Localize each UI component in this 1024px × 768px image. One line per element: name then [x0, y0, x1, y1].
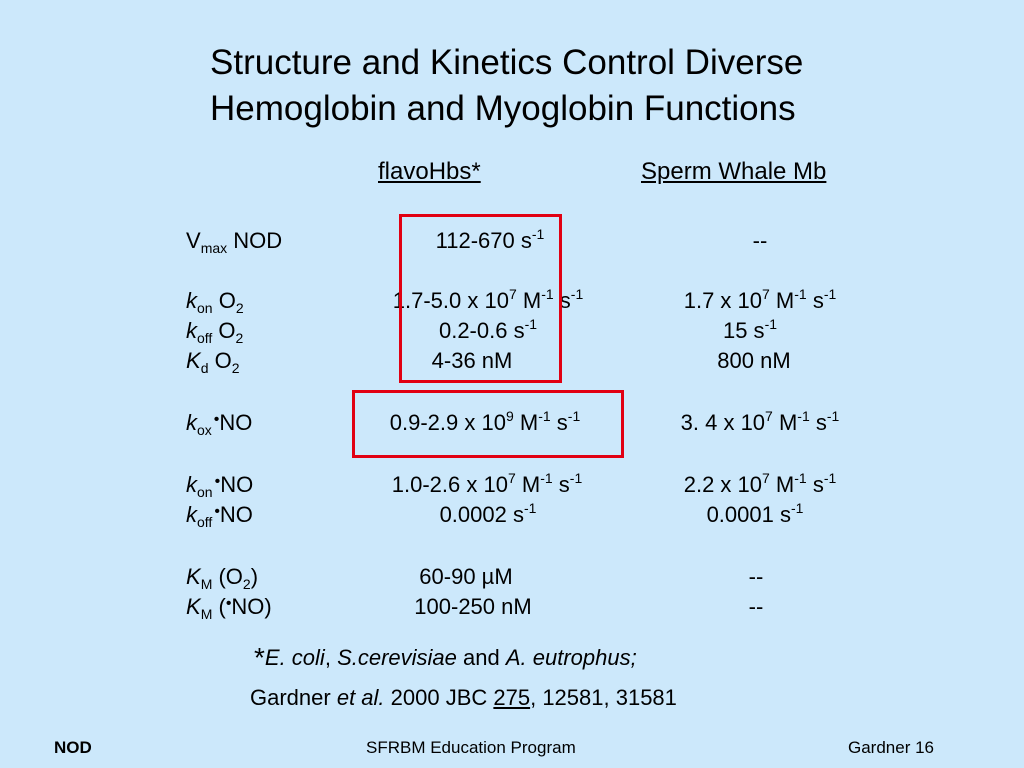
flavohbs-value: 1.0-2.6 x $10^7$ $M^{-1}$ $s^{-1}$: [391, 470, 583, 497]
footnote-star: *: [254, 642, 265, 673]
row-label: $k_{off}$ $O_2$: [186, 318, 244, 346]
footer-bar: [0, 732, 1024, 768]
column-header-flavohbs: flavoHbs*: [378, 158, 481, 185]
row-label: $k_{ox}^•NO$: [186, 410, 253, 438]
flavohbs-value: 0.2-0.6 $s^{-1}$: [438, 316, 538, 343]
flavohbs-value: 100-250 nM: [414, 594, 532, 619]
row-label: $K_M$ $(O_2)$: [186, 564, 259, 592]
mb-value: --: [752, 228, 768, 253]
slide-title: [210, 40, 970, 132]
highlight-box-o2: [399, 214, 562, 383]
organism-ecoli: E. coli: [264, 645, 325, 670]
journal-volume: 275: [493, 685, 531, 710]
title-line-1: Structure and Kinetics Control Diverse: [210, 43, 804, 82]
mb-value: 800 nM: [717, 348, 791, 373]
reference-citation: Gardner et al. 2000 JBC 275, 12581, 31581: [250, 685, 677, 710]
footer-center: SFRBM Education Program: [366, 738, 576, 757]
column-header-sperm-whale-mb: Sperm Whale Mb: [641, 158, 827, 185]
footer-left: NOD: [54, 738, 92, 757]
mb-value: --: [748, 594, 764, 619]
footer-right: Gardner 16: [848, 738, 934, 757]
flavohbs-value: 0.9-2.9 x $10^9$ $M^{-1}$ $s^{-1}$: [389, 408, 581, 435]
species-footnote: *E. coli, S.cerevisiae and A. eutrophus;: [254, 642, 637, 673]
flavohbs-value: 112-670 $s^{-1}$: [435, 226, 545, 253]
flavohbs-value: 4-36 nM: [431, 348, 513, 373]
flavohbs-value: 0.0002 $s^{-1}$: [439, 500, 537, 527]
flavohbs-value: 1.7-5.0 x $10^7$ $M^{-1}$ $s^{-1}$: [392, 286, 584, 313]
mb-value: 3. 4 x $10^7$ $M^{-1}$ $s^{-1}$: [680, 408, 840, 435]
row-label: $k_{on}^•NO$: [186, 472, 254, 500]
mb-value: --: [748, 564, 764, 589]
row-label: $k_{on}$ $O_2$: [186, 288, 244, 316]
flavohbs-value: 60-90 µM: [419, 564, 513, 589]
organism-scerevisiae: S.cerevisiae: [337, 645, 457, 670]
mb-value: 15 $s^{-1}$: [722, 316, 778, 343]
row-label: $k_{off}^•NO$: [186, 502, 253, 530]
mb-value: 2.2 x $10^7$ $M^{-1}$ $s^{-1}$: [683, 470, 837, 497]
title-line-2: Hemoglobin and Myoglobin Functions: [210, 89, 796, 128]
row-label: $V_{max}$ NOD: [186, 228, 283, 256]
organism-aeutrophus: A. eutrophus;: [505, 645, 637, 670]
highlight-box-no: [352, 390, 624, 458]
mb-value: 0.0001 $s^{-1}$: [706, 500, 804, 527]
row-label: $K_d$ $O_2$: [186, 348, 240, 376]
mb-value: 1.7 x $10^7$ $M^{-1}$ $s^{-1}$: [683, 286, 837, 313]
row-label: $K_M$ (•NO): [186, 594, 272, 622]
